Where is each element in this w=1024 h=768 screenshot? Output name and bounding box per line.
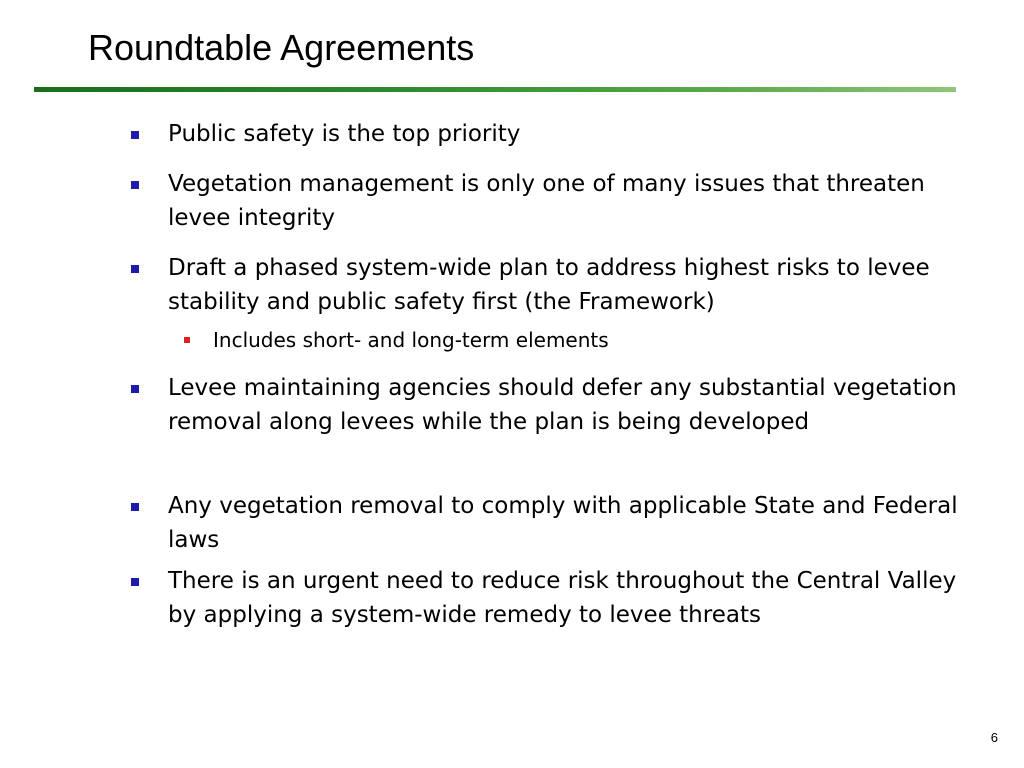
square-bullet-icon [131,385,139,393]
square-bullet-icon [131,181,139,189]
bullet-item [168,564,958,632]
bullet-item [168,371,958,439]
sub-bullet-text: Includes short- and long-term elements [213,328,609,352]
bullet-text: Public safety is the top priority [168,121,521,147]
bullet-text: Levee maintaining agencies should defer any substantial vegetation removal along levees while the plan is being developed [168,375,957,435]
bullet-item [168,167,958,235]
sub-bullet-item [213,325,953,355]
bullet-item [168,251,958,319]
page-number: 6 [990,730,998,745]
bullet-item [168,489,958,557]
bullet-text: Any vegetation removal to comply with applicable State and Federal laws [168,493,958,553]
square-sub-bullet-icon [184,337,190,343]
square-bullet-icon [131,578,139,586]
bullet-text: Vegetation management is only one of many issues that threaten levee integrity [168,171,925,231]
bullet-text: There is an urgent need to reduce risk throughout the Central Valley by applying a system-wide remedy to levee threats [168,568,957,628]
square-bullet-icon [131,265,139,273]
slide-title: Roundtable Agreements [88,27,475,68]
square-bullet-icon [131,503,139,511]
square-bullet-icon [131,131,139,139]
bullet-item [168,117,958,151]
bullet-text: Draft a phased system-wide plan to address highest risks to levee stability and public safety first (the Framework) [168,255,930,315]
